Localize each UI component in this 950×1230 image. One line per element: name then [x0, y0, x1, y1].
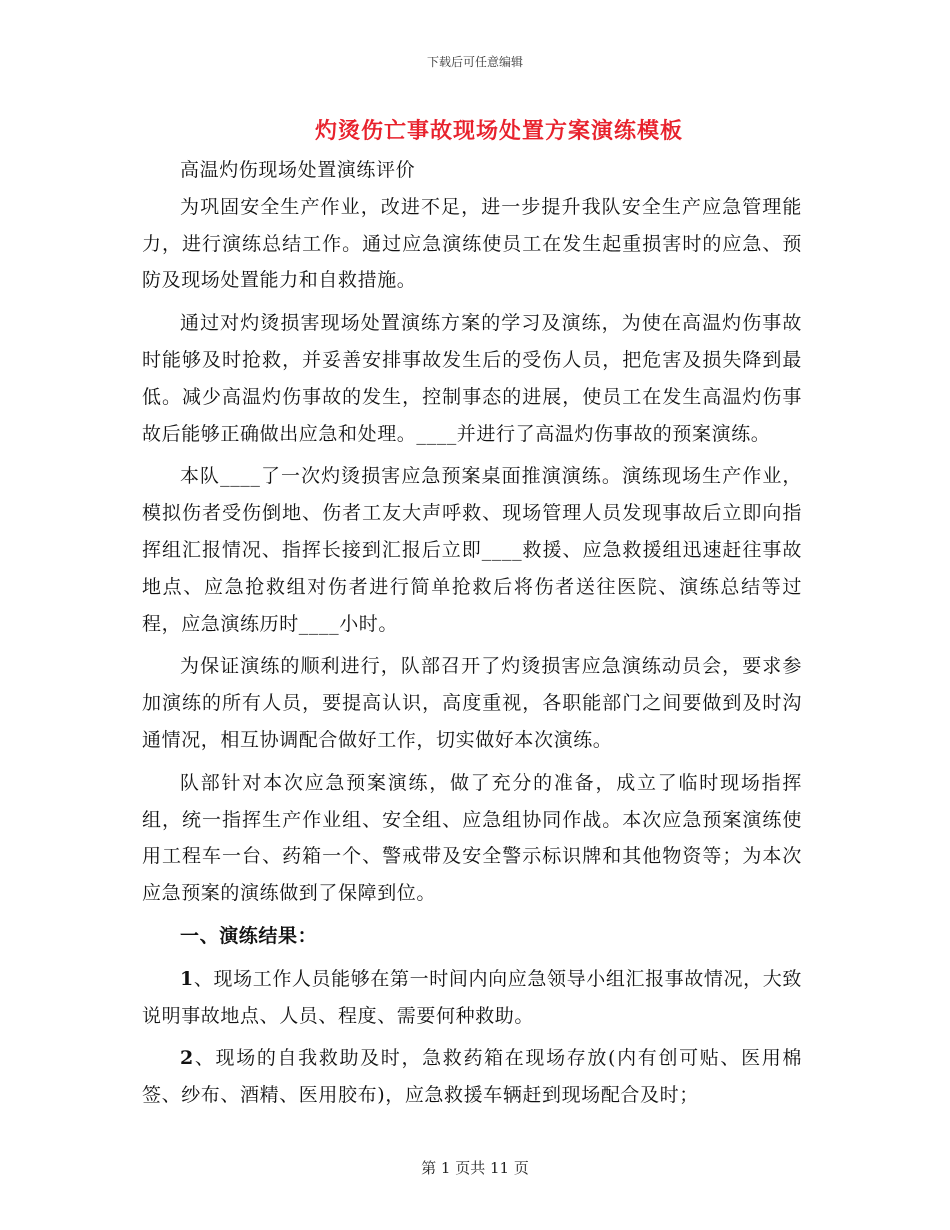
result-item-2 [142, 1040, 802, 1114]
result-number: 1 [180, 967, 194, 990]
paragraph-subtitle: 高温灼伤现场处置演练评价 [180, 159, 416, 181]
paragraph-purpose: 为巩固安全生产作业，改进不足，进一步提升我队安全生产应急管理能力，进行演练总结工作。通过应急演练使员工在发生起重损害时的应急、预防及现场处置能力和自救措施。 [142, 195, 802, 292]
paragraph-drill-process: 本队____了一次灼烫损害应急预案桌面推演演练。演练现场生产作业，模拟伤者受伤倒地、伤者工友大声呼救、现场管理人员发现事故后立即向指挥组汇报情况、指挥长接到汇报后立即____救援、应急救援组迅速赶往事故地点、应急抢救组对伤者进行简单抢救后将伤者送往医院、演练总结等过程，应急演练历时____小时。 [142, 465, 802, 635]
result-item-1 [142, 961, 802, 1035]
document-title: 灼烫伤亡事故现场处置方案演练模板 [314, 118, 683, 144]
paragraph-preparation: 队部针对本次应急预案演练，做了充分的准备，成立了临时现场指挥组，统一指挥生产作业组、安全组、应急组协同作战。本次应急预案演练使用工程车一台、药箱一个、警戒带及安全警示标识牌和其他物资等；为本次应急预案的演练做到了保障到位。 [142, 771, 802, 905]
paragraph-study: 通过对灼烫损害现场处置演练方案的学习及演练，为使在高温灼伤事故时能够及时抢救，并妥善安排事故发生后的受伤人员，把危害及损失降到最低。减少高温灼伤事故的发生，控制事态的进展，使员工在发生高温灼伤事故后能够正确做出应急和处理。____并进行了高温灼伤事故的预案演练。 [142, 312, 802, 445]
result-text: 、现场工作人员能够在第一时间内向应急领导小组汇报事故情况，大致说明事故地点、人员、程度、需要何种救助。 [142, 967, 802, 1027]
header-note: 下载后可任意编辑 [426, 55, 523, 69]
result-text: 、现场的自我救助及时，急救药箱在现场存放(内有创可贴、医用棉签、纱布、酒精、医用胶布)，应急救援车辆赶到现场配合及时； [142, 1047, 802, 1107]
result-number: 2 [180, 1047, 194, 1070]
document-body [142, 152, 802, 1114]
page-footer: 第 1 页共 11 页 [421, 1159, 529, 1177]
section-heading-results: 一、演练结果： [180, 924, 318, 947]
paragraph-mobilization: 为保证演练的顺利进行，队部召开了灼烫损害应急演练动员会，要求参加演练的所有人员，要提高认识，高度重视，各职能部门之间要做到及时沟通情况，相互协调配合做好工作，切实做好本次演练。 [142, 655, 802, 751]
